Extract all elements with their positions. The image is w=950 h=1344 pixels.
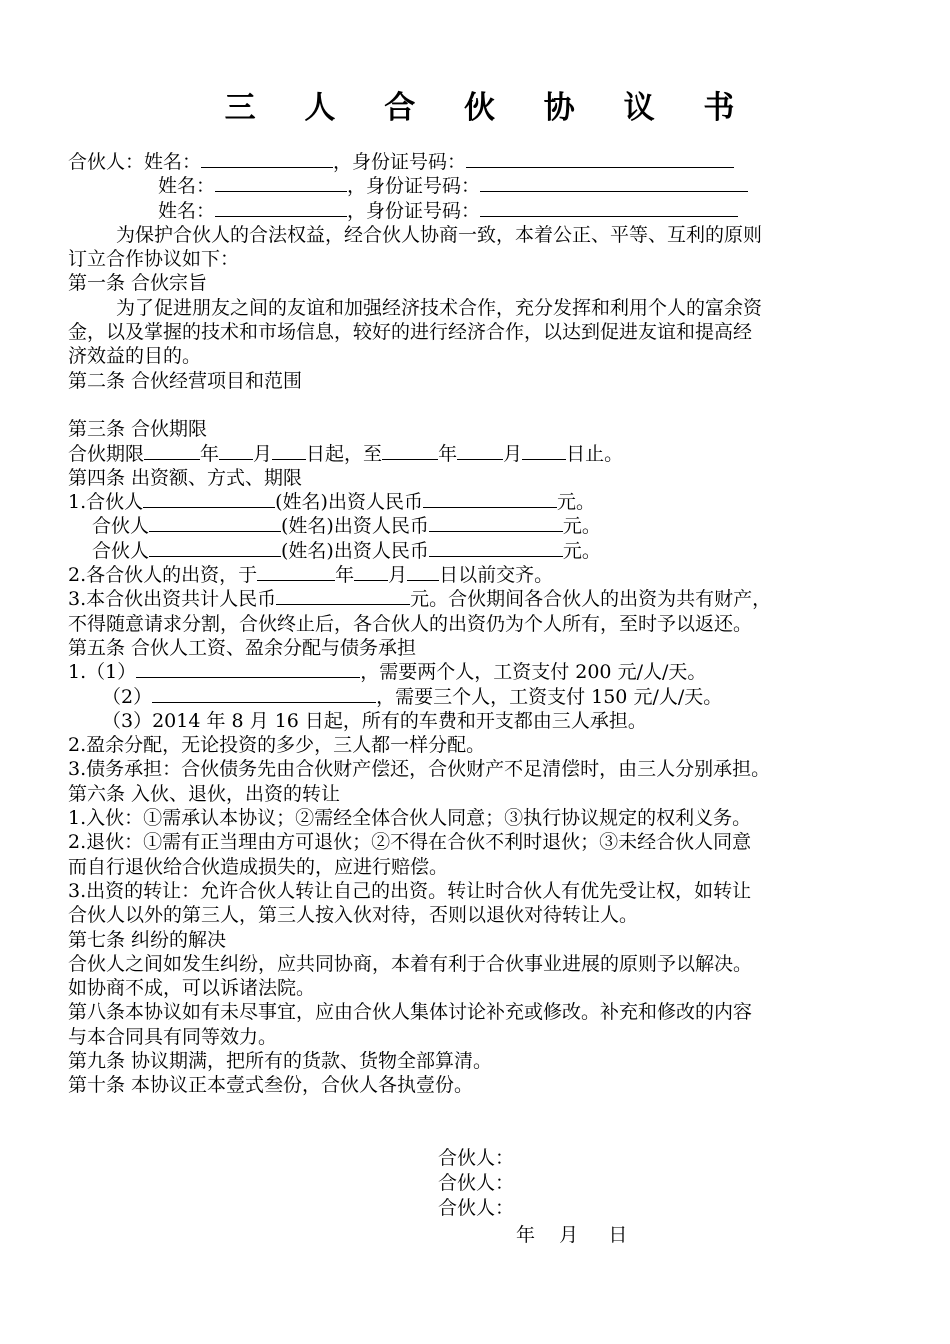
name-blank-2[interactable]	[215, 174, 347, 192]
term-end-day-blank[interactable]	[522, 442, 566, 460]
article-5-item-1: 1.（1） ，需要两个人，工资支付 200 元/人/天。	[68, 661, 707, 684]
article-10: 第十条 本协议正本壹式叁份，合伙人各执壹份。	[68, 1074, 474, 1097]
id-blank-2[interactable]	[480, 174, 748, 192]
article-1-line-1: 为了促进朋友之间的友谊和加强经济技术合作，充分发挥和利用个人的富余资	[116, 296, 763, 319]
article-6-title: 第六条 入伙、退伙，出资的转让	[68, 782, 341, 805]
total-contribution-blank[interactable]	[276, 587, 410, 605]
article-4-item-1b: 合伙人 (姓名)出资人民币 元。	[92, 515, 601, 538]
article-7-line-2: 如协商不成，可以诉诸法院。	[68, 977, 316, 1000]
article-5-title: 第五条 合伙人工资、盈余分配与债务承担	[68, 636, 417, 659]
signature-line-3[interactable]: 合伙人：	[438, 1197, 515, 1219]
article-4-item-2: 2.各合伙人的出资，于 年 月 日以前交齐。	[68, 564, 554, 587]
article-6-transfer-2: 合伙人以外的第三人，第三人按入伙对待，否则以退伙对待转让人。	[68, 904, 639, 927]
article-7-title: 第七条 纠纷的解决	[68, 928, 227, 951]
article-6-withdraw-2: 而自行退伙给合伙造成损失的，应进行赔偿。	[68, 855, 449, 878]
article-4-item-3-cont: 不得随意请求分割，合伙终止后，各合伙人的出资仍为个人所有，至时予以返还。	[68, 612, 753, 635]
name-blank-3[interactable]	[215, 199, 347, 217]
term-end-year-blank[interactable]	[382, 442, 438, 460]
article-4-item-3: 3.本合伙出资共计人民币 元。合伙期间各合伙人的出资为共有财产，	[68, 588, 772, 611]
contribution-amount-blank-2[interactable]	[429, 514, 563, 532]
contributor-name-blank-3[interactable]	[149, 539, 281, 557]
partner-row-2: 姓名： ，身份证号码：	[68, 174, 888, 198]
article-7-line-1: 合伙人之间如发生纠纷，应共同协商，本着有利于合伙事业进展的原则予以解决。	[68, 952, 753, 975]
article-4-item-1: 1.合伙人 (姓名)出资人民币 元。	[68, 491, 595, 514]
article-6-join: 1.入伙：①需承认本协议；②需经全体合伙人同意；③执行协议规定的权利义务。	[68, 807, 752, 830]
article-2-title: 第二条 合伙经营项目和范围	[68, 369, 303, 392]
article-5-item-3: （3）2014 年 8 月 16 日起，所有的车费和开支都由三人承担。	[102, 709, 647, 732]
article-3-term-line: 合伙期限 年 月 日起，至 年 月 日止。	[68, 442, 624, 465]
article-1-line-2: 金，以及掌握的技术和市场信息，较好的进行经济合作，以达到促进友谊和提高经	[68, 321, 753, 344]
intro-line-1: 为保护合伙人的合法权益，经合伙人协商一致，本着公正、平等、互利的原则	[116, 223, 763, 246]
article-4-item-1c: 合伙人 (姓名)出资人民币 元。	[92, 539, 601, 562]
article-6-transfer-1: 3.出资的转让：允许合伙人转让自己的出资。转让时合伙人有优先受让权，如转让	[68, 879, 752, 902]
article-6-withdraw-1: 2.退伙：①需有正当理由方可退伙；②不得在合伙不利时退伙；③未经合伙人同意	[68, 831, 752, 854]
document-title: 三 人 合 伙 协 议 书	[224, 90, 754, 126]
name-blank-1[interactable]	[201, 150, 333, 168]
article-1-line-3: 济效益的目的。	[68, 345, 202, 368]
term-start-day-blank[interactable]	[272, 442, 306, 460]
intro-line-2: 订立合作协议如下：	[68, 248, 240, 271]
article-9: 第九条 协议期满，把所有的货款、货物全部算清。	[68, 1049, 493, 1072]
payment-month-blank[interactable]	[354, 563, 388, 581]
job-role-blank-2[interactable]	[152, 685, 376, 703]
contributor-name-blank-2[interactable]	[149, 514, 281, 532]
term-start-month-blank[interactable]	[219, 442, 253, 460]
article-1-title: 第一条 合伙宗旨	[68, 272, 208, 295]
article-5-debt: 3.债务承担：合伙债务先由合伙财产偿还，合伙财产不足清偿时，由三人分别承担。	[68, 758, 771, 781]
term-end-month-blank[interactable]	[457, 442, 503, 460]
signature-date[interactable]: 年 月 日	[516, 1224, 628, 1246]
id-blank-3[interactable]	[480, 199, 738, 217]
contribution-amount-blank-3[interactable]	[429, 539, 563, 557]
contributor-name-blank-1[interactable]	[143, 490, 275, 508]
contribution-amount-blank-1[interactable]	[423, 490, 557, 508]
partner-row-3: 姓名： ，身份证号码：	[68, 199, 888, 223]
id-blank-1[interactable]	[466, 150, 734, 168]
article-4-title: 第四条 出资额、方式、期限	[68, 466, 303, 489]
payment-day-blank[interactable]	[407, 563, 439, 581]
job-role-blank-1[interactable]	[136, 660, 360, 678]
signature-block	[438, 1146, 514, 1221]
article-5-profit: 2.盈余分配，无论投资的多少，三人都一样分配。	[68, 734, 486, 757]
signature-line-1[interactable]: 合伙人：	[438, 1147, 515, 1169]
article-3-title: 第三条 合伙期限	[68, 418, 208, 441]
payment-year-blank[interactable]	[257, 563, 335, 581]
article-8-line-1: 第八条本协议如有未尽事宜，应由合伙人集体讨论补充或修改。补充和修改的内容	[68, 1001, 753, 1024]
contract-body	[68, 150, 888, 1098]
signature-line-2[interactable]: 合伙人：	[438, 1172, 515, 1194]
partner-row-1: 合伙人：姓名： ，身份证号码：	[68, 150, 888, 174]
article-8-line-2: 与本合同具有同等效力。	[68, 1025, 278, 1048]
article-2-blank-space	[68, 393, 888, 417]
term-start-year-blank[interactable]	[144, 442, 200, 460]
article-5-item-2: （2） ，需要三个人，工资支付 150 元/人/天。	[102, 685, 723, 708]
